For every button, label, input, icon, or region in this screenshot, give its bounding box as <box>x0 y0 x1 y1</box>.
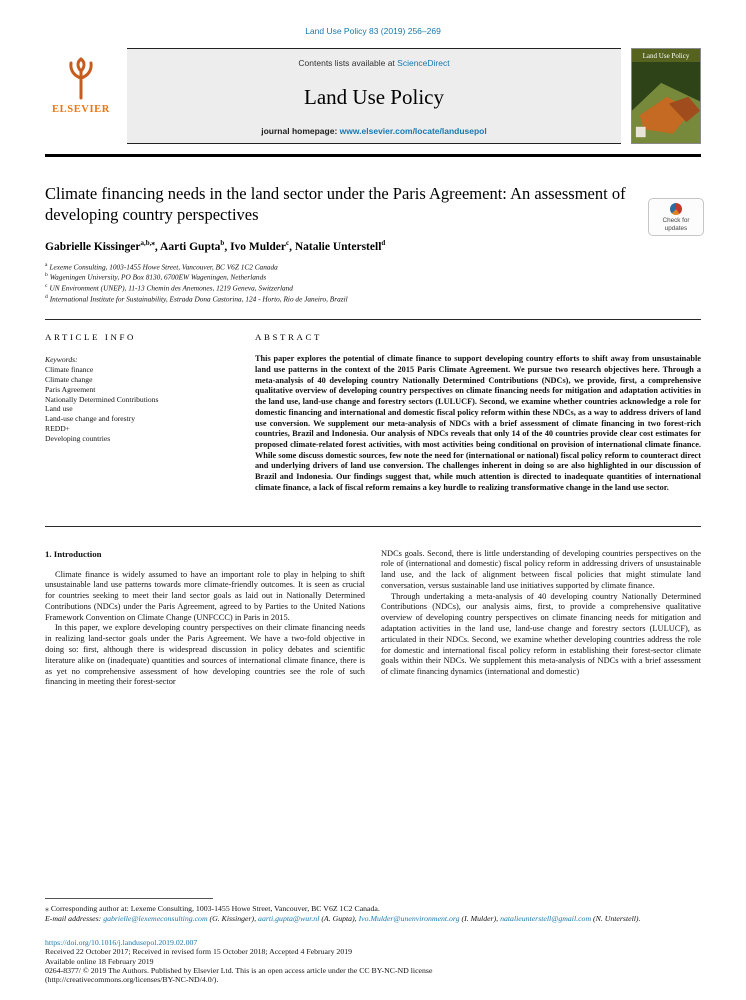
cover-art-image <box>632 62 700 143</box>
affiliation-text: UN Environment (UNEP), 11-13 Chemin des Anemones, 1219 Geneva, Switzerland <box>49 283 293 293</box>
author-affil-sup: c <box>285 239 290 248</box>
body-paragraph: Climate finance is widely assumed to have an important role to play in helping to shift unsustainable land use patterns towards more climate-friendly outcomes. It is seen as crucial for countries seeking to meet their land sector goals as laid out in Nationally Determined Contributions (NDCs) under the Paris Agreement, agreed to by Parties to the United Nations Framework Convention on Climate Change (UNFCCC) in Paris in 2015. <box>45 569 365 622</box>
email-owner: (A. Gupta), <box>319 913 359 923</box>
affiliation-sup: d <box>45 293 48 300</box>
affiliation-text: International Institute for Sustainability, Estrada Dona Castorina, 124 - Horto, Rio de Janeiro, Brazil <box>49 294 348 304</box>
author-affil-sup: b <box>220 239 225 248</box>
body-paragraph: In this paper, we explore developing country perspectives on their climate financing needs in realizing land-sector goals under the Paris Agreement. We have a two-fold objective in doing so: first, although there is widespread discussion in policy debates and scientific literature alike on (inadequate) quantities and sources of international climate finance, there is as yet no comprehensive assessment of how developing countries see the role of such financing in meeting their forest-sector <box>45 623 365 687</box>
email-label: E-mail addresses: <box>45 913 104 923</box>
license-url-line: (http://creativecommons.org/licenses/BY-NC-ND/4.0/). <box>45 975 219 985</box>
body-right-column <box>381 549 701 689</box>
header-divider-rule <box>45 154 701 157</box>
email-link[interactable]: Ivo.Mulder@unenvironment.org <box>358 913 460 923</box>
body-columns <box>45 549 701 689</box>
keyword: REDD+ <box>45 423 70 433</box>
homepage-link[interactable]: www.elsevier.com/locate/landusepol <box>339 126 487 136</box>
email-link[interactable]: gabrielle@lexemeconsulting.com <box>103 913 208 923</box>
keyword: Land use <box>45 404 73 414</box>
author-separator: , <box>154 240 161 253</box>
author <box>230 241 289 253</box>
author-name: Natalie Unterstell <box>294 240 382 253</box>
info-bottom-rule <box>45 526 701 527</box>
author-separator: , <box>289 240 295 253</box>
journal-header <box>45 48 701 144</box>
email-addresses-line <box>45 914 701 924</box>
section-heading-introduction: 1. Introduction <box>45 548 102 559</box>
elsevier-wordmark: ELSEVIER <box>52 104 110 115</box>
keyword: Climate change <box>45 374 93 384</box>
available-online: Available online 18 February 2019 <box>45 956 154 966</box>
keywords-block <box>45 355 233 443</box>
contents-line <box>298 58 449 68</box>
email-owner: (N. Unterstell). <box>591 913 641 923</box>
journal-masthead <box>127 48 621 144</box>
elsevier-logo <box>45 48 117 144</box>
affiliation <box>45 293 701 304</box>
author <box>160 241 224 253</box>
article-info-column <box>45 332 233 493</box>
affiliation-sup: c <box>45 283 48 290</box>
affiliation-sup: b <box>45 272 48 279</box>
affiliation-sup: a <box>45 261 48 268</box>
author-name: Ivo Mulder <box>230 240 286 253</box>
keyword: Nationally Determined Contributions <box>45 394 159 404</box>
info-abstract-section <box>45 320 701 509</box>
abstract-heading: ABSTRACT <box>255 332 323 343</box>
article-info-heading: ARTICLE INFO <box>45 332 137 343</box>
body-paragraph: Through undertaking a meta-analysis of 40 developing country Nationally Determined Contributions (NDCs), our analysis aims, first, to provide a comprehensive qualitative overview of developing country perspectives on climate financing needs for mitigation and adaptation activities in the land use, land-use change and forestry sectors (LULUCF), as articulated in their NDCs. Second, we examine whether developing countries address the role for domestic and international fiscal policy reform in establishing their forest-sector climate goals within their NDCs. We supplement this meta-analysis of NDCs with a brief assessment of climate financing dynamics (international and domestic) <box>381 591 701 677</box>
copyright-line: 0264-8377/ © 2019 The Authors. Published by Elsevier Ltd. This is an open access article under the CC BY-NC-ND license <box>45 965 433 975</box>
crossmark-icon <box>670 203 682 215</box>
author-name: Gabrielle Kissinger <box>45 240 141 253</box>
body-paragraph: NDCs goals. Second, there is little understanding of developing countries perspectives on the role of (international and domestic) fiscal policy reform in addressing drivers of unsustainable land use, and the lack of alignment between fiscal policies that might stimulate land conversation, versus sustainable land use initiatives supported by climate finance. <box>381 548 701 590</box>
homepage-label: journal homepage: <box>261 126 340 136</box>
footnote-rule <box>45 898 213 899</box>
check-for-updates-badge[interactable] <box>648 198 704 236</box>
author-separator: , <box>224 240 231 253</box>
affiliation-text: Lexeme Consulting, 1003-1455 Howe Street, Vancouver, BC V6Z 1C2 Canada <box>49 262 278 272</box>
article-history: Received 22 October 2017; Received in revised form 15 October 2018; Accepted 4 February 2019 <box>45 947 353 957</box>
affiliation-text: Wageningen University, PO Box 8130, 6700EW Wageningen, Netherlands <box>49 272 267 282</box>
homepage-line <box>261 126 486 136</box>
imprint-block <box>45 938 701 984</box>
author-affil-sup: a,b,⁎ <box>140 239 155 248</box>
email-owner: (I. Mulder), <box>459 913 499 923</box>
author-line <box>45 239 701 253</box>
affiliation <box>45 261 701 272</box>
keyword: Climate finance <box>45 365 94 375</box>
cover-title: Land Use Policy <box>642 52 690 60</box>
affiliation <box>45 282 701 293</box>
affiliation-list <box>45 261 701 304</box>
body-left-column <box>45 549 365 689</box>
journal-cover-thumbnail <box>631 48 701 144</box>
affiliation <box>45 271 701 282</box>
author <box>45 241 155 253</box>
elsevier-tree-icon <box>62 56 100 100</box>
author <box>295 241 385 253</box>
email-owner: (G. Kissinger), <box>207 913 259 923</box>
abstract-column <box>255 332 701 493</box>
keyword: Land-use change and forestry <box>45 414 136 424</box>
abstract-text: This paper explores the potential of climate finance to support developing country efforts to shift away from unsustainable land use patterns in the context of the 2015 Paris Climate Agreement. We pursue two research objectives here. Through a meta-analysis of 40 developing country Nationally Determined Contributions (NDCs), we provide, first, a comprehensive qualitative overview of developing country perspectives on climate financing needs for mitigation and adaptation activities in the land use, land-use change and forestry sectors (LULUCF). Second, we examine whether countries acknowledge a role for domestic financing and international and domestic fiscal policy reform within these NDCs, as a way to address drivers of land use conversion. We supplement our meta-analysis of NDCs with a brief assessment of climate financing in two forest-rich countries, Brazil and Indonesia. Our analysis of NDCs reveals that only 14 of the 40 countries provide clear cost estimates for proposed climate-related forest activities, with most activities being conditional on provision of international climate finance. While some discuss domestic sources, few note the need for (international or national) fiscal policy reform to counteract direct and underlying drivers of land use conversion. The challenges inherent in doing so are also highlighted in our discussion of Brazil and Indonesia. Our findings suggest that, while much attention is directed to inadequate quantities of international climate finance, a lack of fiscal reform remains a key hurdle to realizing transformative change in the land use sector. <box>255 354 701 492</box>
contents-prefix: Contents lists available at <box>298 58 398 68</box>
corresponding-author-note: ⁎ Corresponding author at: Lexeme Consulting, 1003-1455 Howe Street, Vancouver, BC V6Z 1C2 Canada. <box>45 904 380 913</box>
running-head-citation: Land Use Policy 83 (2019) 256–269 <box>305 26 441 36</box>
journal-title: Land Use Policy <box>304 84 444 109</box>
author-name: Aarti Gupta <box>160 240 221 253</box>
doi-link[interactable]: https://doi.org/10.1016/j.landusepol.2019.02.007 <box>45 938 198 947</box>
email-link[interactable]: natalieunterstell@gmail.com <box>500 913 592 923</box>
keyword: Developing countries <box>45 433 111 443</box>
keywords-label: Keywords: <box>45 355 78 365</box>
author-affil-sup: d <box>381 239 386 248</box>
check-for-updates-label: Check for updates <box>662 217 690 232</box>
footnote-block <box>45 898 701 924</box>
sciencedirect-link[interactable]: ScienceDirect <box>397 58 450 68</box>
keyword: Paris Agreement <box>45 384 96 394</box>
article-title: Climate financing needs in the land sector under the Paris Agreement: An assessment of developing country perspectives <box>45 183 626 225</box>
email-link[interactable]: aarti.gupta@wur.nl <box>258 913 320 923</box>
